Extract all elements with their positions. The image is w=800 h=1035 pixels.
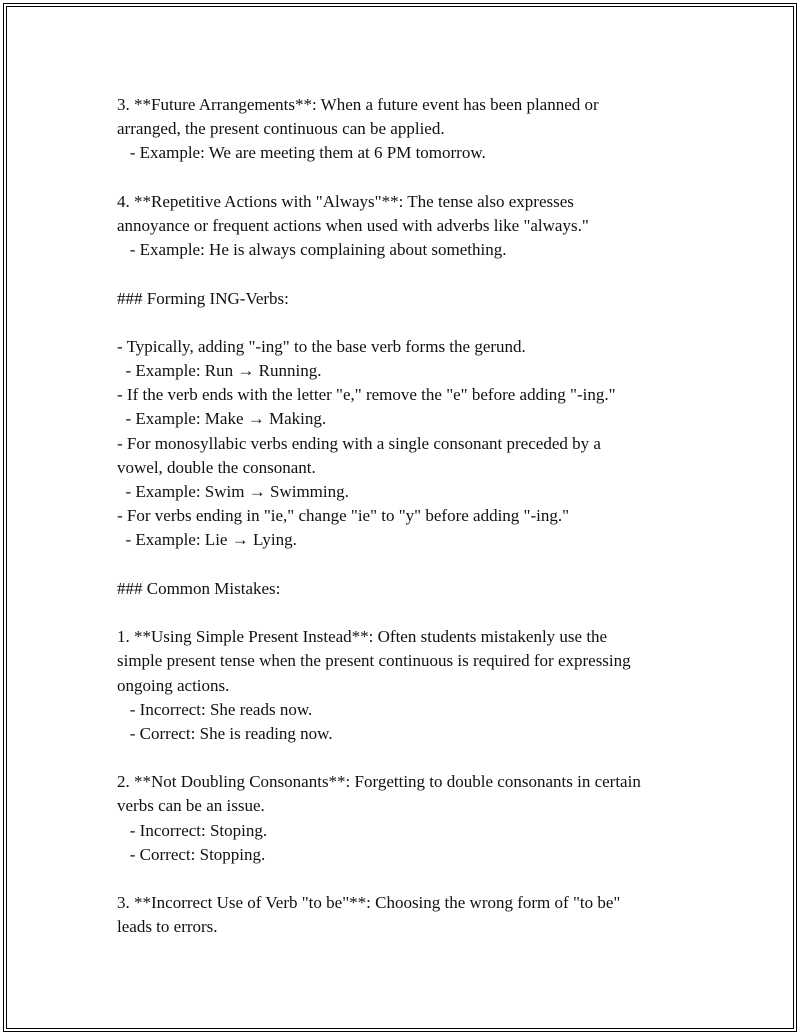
example-line: - Example: Lie → Lying. — [117, 530, 297, 550]
blank-line — [117, 553, 717, 577]
text-line: verbs can be an issue. — [117, 796, 265, 816]
section-heading: ### Forming ING-Verbs: — [117, 288, 289, 308]
example-line: - Example: Swim → Swimming. — [117, 482, 349, 501]
example-line: - Example: Make → Making. — [117, 409, 327, 429]
blank-line — [117, 262, 717, 286]
text-line: 1. **Using Simple Present Instead**: Often students mistakenly use the — [117, 627, 608, 647]
text-line: 3. **Incorrect Use of Verb "to be"**: Choosing the wrong form of "to be" — [117, 893, 621, 913]
example-line: - Example: Run → Running. — [117, 361, 322, 381]
text-line: simple present tense when the present continuous is required for expressing — [117, 651, 631, 671]
bullet-line: - For monosyllabic verbs ending with a single consonant preceded by a — [117, 433, 601, 453]
blank-line — [117, 867, 717, 891]
blank-line — [117, 311, 717, 335]
text-line: 2. **Not Doubling Consonants**: Forgetting to double consonants in certain — [117, 772, 641, 792]
text-line: 3. **Future Arrangements**: When a future event has been planned or — [117, 95, 599, 114]
example-line: - Incorrect: She reads now. — [117, 699, 313, 719]
example-line: - Correct: She is reading now. — [117, 723, 333, 743]
bullet-line: - For verbs ending in "ie," change "ie" to "y" before adding "-ing." — [117, 506, 570, 526]
text-line: vowel, double the consonant. — [117, 457, 316, 477]
text-line: 4. **Repetitive Actions with "Always"**: The tense also expresses — [117, 191, 574, 211]
blank-line — [117, 166, 717, 190]
example-line: - Incorrect: Stoping. — [117, 820, 268, 840]
section-heading: ### Common Mistakes: — [117, 578, 281, 598]
text-line: ongoing actions. — [117, 675, 230, 695]
blank-line — [117, 601, 717, 625]
example-line: - Example: We are meeting them at 6 PM tomorrow. — [117, 143, 486, 163]
example-line: - Correct: Stopping. — [117, 844, 266, 864]
example-line: - Example: He is always complaining about something. — [117, 240, 507, 260]
text-line: arranged, the present continuous can be applied. — [117, 119, 445, 139]
document-body — [117, 93, 717, 940]
bullet-line: - Typically, adding "-ing" to the base verb forms the gerund. — [117, 336, 526, 356]
bullet-line: - If the verb ends with the letter "e," remove the "e" before adding "-ing." — [117, 385, 616, 405]
blank-line — [117, 746, 717, 770]
text-line: leads to errors. — [117, 917, 218, 937]
text-line: annoyance or frequent actions when used with adverbs like "always." — [117, 215, 589, 235]
